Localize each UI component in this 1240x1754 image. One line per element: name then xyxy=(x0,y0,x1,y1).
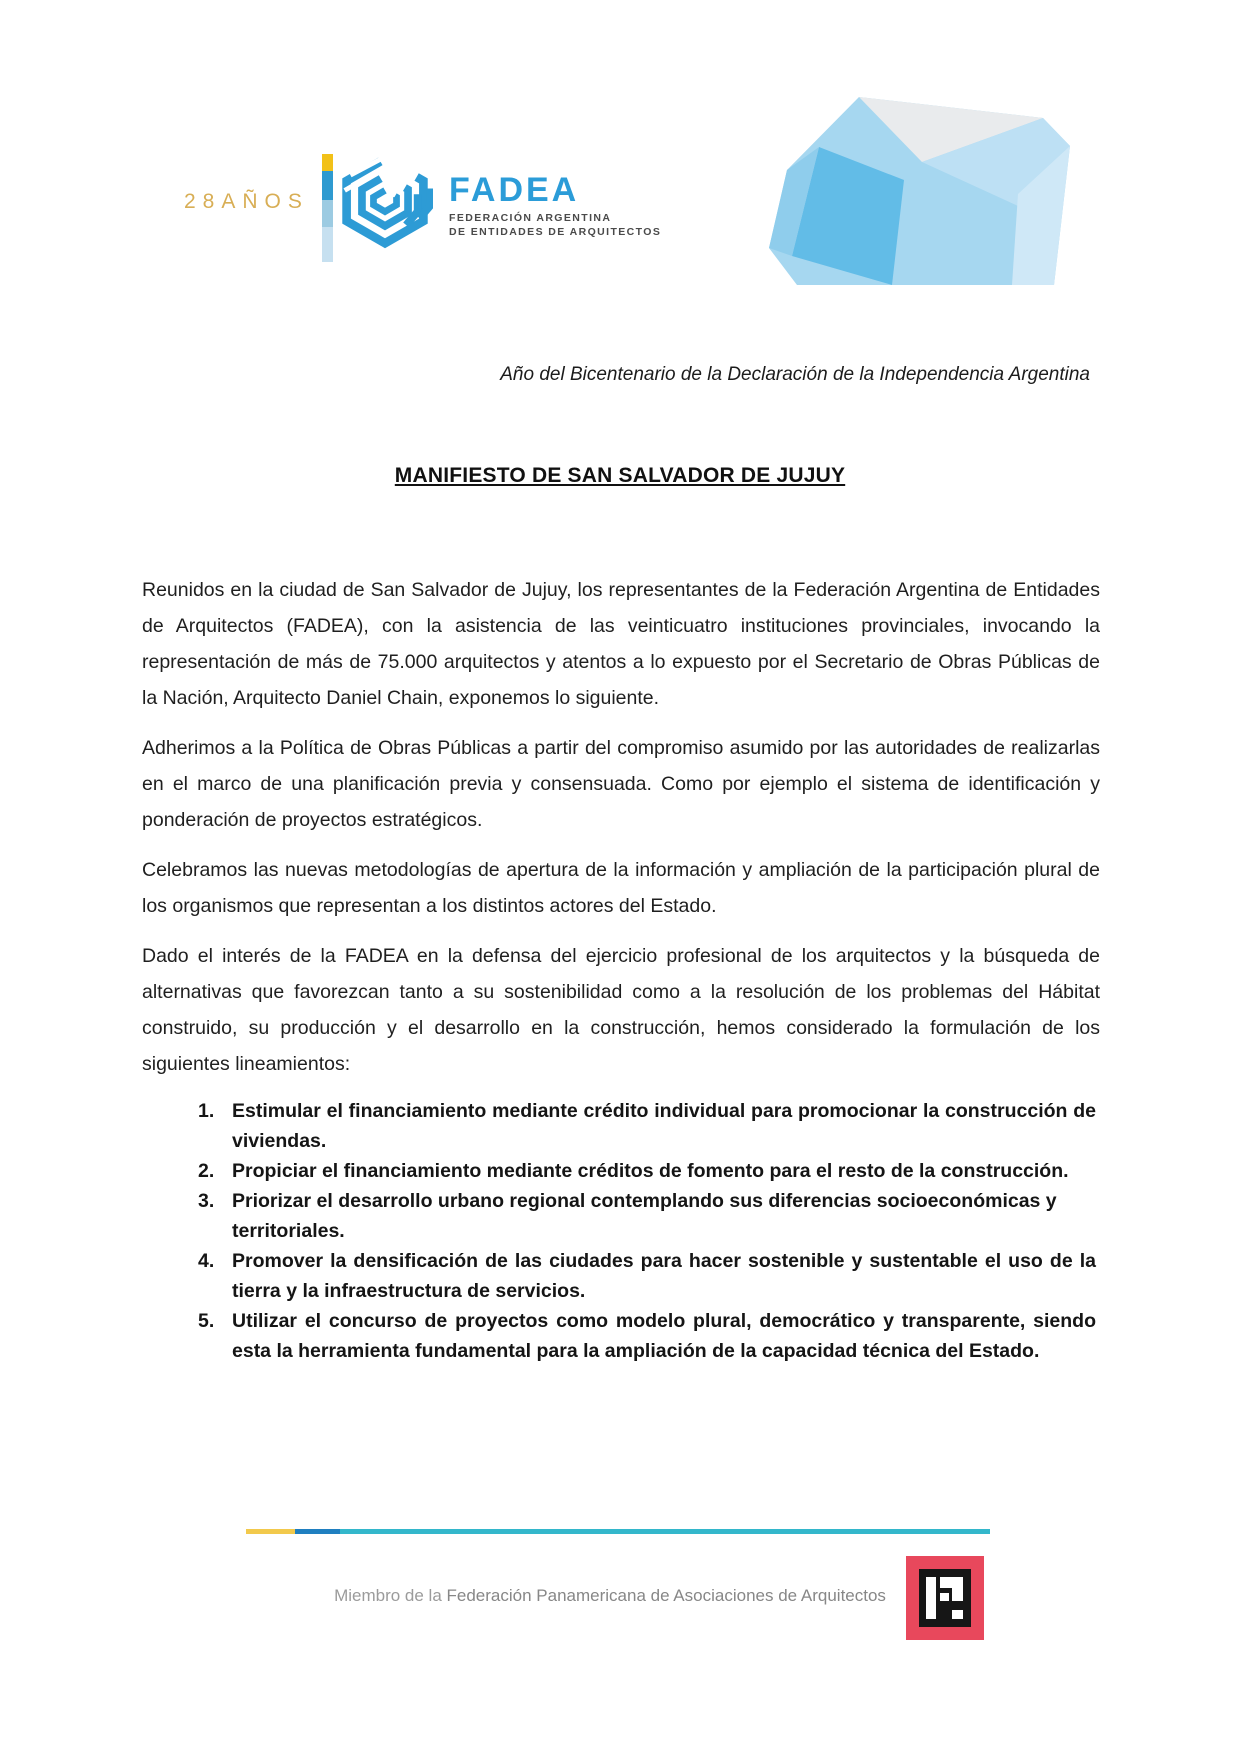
list-item xyxy=(198,1156,1096,1186)
membership-prefix: Miembro de la xyxy=(334,1586,447,1605)
anniversary-label: 28AÑOS xyxy=(184,190,309,213)
document-body xyxy=(142,572,1100,1366)
list-item xyxy=(198,1246,1096,1306)
list-item xyxy=(198,1096,1096,1156)
paragraph-2: Adherimos a la Política de Obras Públicas a partir del compromiso asumido por las autoridades de realizarlas en el marco de una planificación previa y consensuada. Como por ejemplo el sistema de identificación y ponderación de proyectos estratégicos. xyxy=(142,737,1100,831)
brand-name: FADEA xyxy=(449,171,580,209)
divider-teal-segment xyxy=(340,1529,990,1534)
decorative-polygon-icon xyxy=(762,94,1078,288)
list-item xyxy=(198,1306,1096,1366)
divider-blue-segment xyxy=(295,1529,340,1534)
footer-divider xyxy=(246,1529,990,1534)
paragraph-4: Dado el interés de la FADEA en la defensa del ejercicio profesional de los arquitectos y la búsqueda de alternativas que favorezcan tanto a su sostenibilidad como a la resolución de los problemas del Hábitat construido, su producción y el desarrollo en la construcción, hemos considerado la formulación de los siguientes lineamientos: xyxy=(142,945,1100,1075)
list-item-text: Propiciar el financiamiento mediante créditos de fomento para el resto de la construcción. xyxy=(232,1160,1069,1182)
list-item-text: Promover la densificación de las ciudades para hacer sostenible y sustentable el uso de la tierra y la infraestructura de servicios. xyxy=(232,1250,1096,1302)
list-item-text: Utilizar el concurso de proyectos como modelo plural, democrático y transparente, siendo esta la herramienta fundamental para la ampliación de la capacidad técnica del Estado. xyxy=(232,1310,1096,1362)
paragraph-3: Celebramos las nuevas metodologías de apertura de la información y ampliación de la participación plural de los organismos que representan a los distintos actores del Estado. xyxy=(142,859,1100,917)
bar-segment-yellow xyxy=(322,154,333,171)
fpaa-logo-icon xyxy=(906,1556,984,1640)
logo-accent-bar xyxy=(322,154,333,262)
fpaa-logo-inner xyxy=(919,1569,971,1627)
page-header xyxy=(0,0,1240,288)
paragraph-1: Reunidos en la ciudad de San Salvador de Jujuy, los representantes de la Federación Argentina de Entidades de Arquitectos (FADEA), con la asistencia de las veinticuatro instituciones provinciales, invocando la representación de más de 75.000 arquitectos y atentos a lo expuesto por el Secretario de Obras Públicas de la Nación, Arquitecto Daniel Chain, exponemos lo siguiente. xyxy=(142,579,1100,709)
bar-segment-paleblue xyxy=(322,227,333,262)
list-item xyxy=(198,1186,1096,1246)
brand-subtitle-line1: FEDERACIÓN ARGENTINA xyxy=(449,212,612,224)
list-item-text: Estimular el financiamiento mediante crédito individual para promocionar la construcción de viviendas. xyxy=(232,1100,1096,1152)
list-item-number: 3. xyxy=(198,1190,215,1212)
bar-segment-lightblue xyxy=(322,200,333,227)
list-item-text: Priorizar el desarrollo urbano regional contemplando sus diferencias socioeconómicas y territoriales. xyxy=(232,1190,1057,1242)
motto-line: Año del Bicentenario de la Declaración de la Independencia Argentina xyxy=(500,364,1090,385)
divider-yellow-segment xyxy=(246,1529,295,1534)
list-item-number: 1. xyxy=(198,1100,215,1122)
list-item-number: 4. xyxy=(198,1250,215,1272)
list-item-number: 5. xyxy=(198,1310,215,1332)
brand-subtitle xyxy=(449,211,661,239)
lineamientos-list xyxy=(198,1096,1096,1366)
membership-organization: Federación Panamericana de Asociaciones de Arquitectos xyxy=(446,1586,886,1605)
brand-subtitle-line2: DE ENTIDADES DE ARQUITECTOS xyxy=(449,226,662,239)
fadea-hexagon-logo-icon xyxy=(337,152,433,250)
document-title: MANIFIESTO DE SAN SALVADOR DE JUJUY xyxy=(394,464,846,487)
fadea-wordmark xyxy=(449,173,661,239)
bar-segment-blue xyxy=(322,171,333,200)
list-item-number: 2. xyxy=(198,1160,215,1182)
